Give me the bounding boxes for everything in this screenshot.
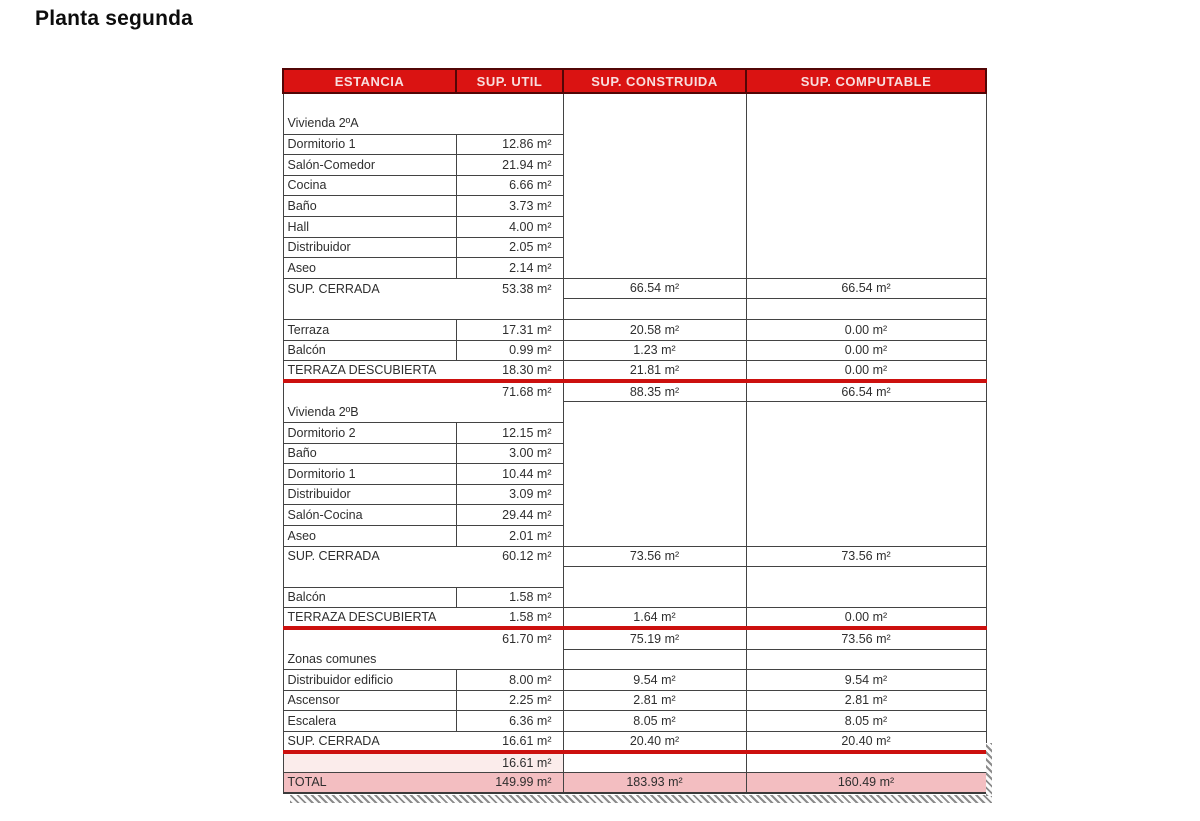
sup-computable-value	[746, 505, 986, 526]
sup-util-value	[456, 402, 563, 423]
sup-util-value: 4.00 m²	[456, 217, 563, 238]
sup-construida-value	[563, 175, 746, 196]
table-row	[283, 402, 986, 423]
sup-util-value: 29.44 m²	[456, 505, 563, 526]
sup-util-value	[456, 299, 563, 320]
sup-util-value: 0.99 m²	[456, 340, 563, 361]
row-label: Cocina	[283, 175, 456, 196]
sup-util-value: 71.68 m²	[456, 381, 563, 402]
row-label	[283, 628, 456, 649]
row-label: Dormitorio 1	[283, 134, 456, 155]
sup-computable-value: 0.00 m²	[746, 361, 986, 382]
row-label	[283, 93, 456, 114]
sup-computable-value	[746, 525, 986, 546]
sup-computable-value	[746, 464, 986, 485]
sup-computable-value	[746, 237, 986, 258]
row-label: Balcón	[283, 340, 456, 361]
sup-computable-value: 9.54 m²	[746, 670, 986, 691]
table-row	[283, 237, 986, 258]
sup-computable-value: 66.54 m²	[746, 381, 986, 402]
table-row	[283, 299, 986, 320]
sup-util-value	[456, 567, 563, 588]
sup-construida-value: 1.64 m²	[563, 608, 746, 629]
row-label: Vivienda 2ºA	[283, 114, 456, 135]
sup-construida-value	[563, 258, 746, 279]
sup-util-value: 3.73 m²	[456, 196, 563, 217]
table-row	[283, 752, 986, 773]
table-row	[283, 464, 986, 485]
table-row	[283, 525, 986, 546]
sup-construida-value	[563, 237, 746, 258]
table-row	[283, 628, 986, 649]
row-label: TERRAZA DESCUBIERTA	[283, 608, 456, 629]
table-row	[283, 587, 986, 608]
table-body	[283, 93, 986, 793]
sup-computable-value	[746, 258, 986, 279]
sup-computable-value	[746, 567, 986, 588]
sup-computable-value	[746, 299, 986, 320]
scan-shadow-bottom	[290, 795, 992, 803]
sup-util-value: 149.99 m²	[456, 773, 563, 794]
sup-util-value	[456, 114, 563, 135]
sup-construida-value	[563, 505, 746, 526]
sup-construida-value: 88.35 m²	[563, 381, 746, 402]
sup-computable-value: 0.00 m²	[746, 608, 986, 629]
row-label: SUP. CERRADA	[283, 546, 456, 567]
sup-util-value: 3.00 m²	[456, 443, 563, 464]
sup-construida-value: 66.54 m²	[563, 278, 746, 299]
scan-shadow-right	[986, 743, 992, 796]
sup-computable-value: 8.05 m²	[746, 711, 986, 732]
row-label: Salón-Comedor	[283, 155, 456, 176]
sup-computable-value	[746, 443, 986, 464]
sup-construida-value	[563, 134, 746, 155]
table-row	[283, 484, 986, 505]
table-row	[283, 773, 986, 794]
sup-util-value: 2.14 m²	[456, 258, 563, 279]
table-row	[283, 175, 986, 196]
row-label: Aseo	[283, 525, 456, 546]
sup-construida-value	[563, 299, 746, 320]
areas-table	[282, 68, 987, 794]
sup-util-value: 1.58 m²	[456, 587, 563, 608]
sup-util-value: 1.58 m²	[456, 608, 563, 629]
table-row	[283, 114, 986, 135]
sup-construida-value: 1.23 m²	[563, 340, 746, 361]
row-label	[283, 567, 456, 588]
table-row	[283, 320, 986, 341]
table-row	[283, 443, 986, 464]
row-label: Terraza	[283, 320, 456, 341]
row-label: Escalera	[283, 711, 456, 732]
sup-util-value: 12.15 m²	[456, 423, 563, 444]
sup-construida-value: 8.05 m²	[563, 711, 746, 732]
table-row	[283, 381, 986, 402]
table-row	[283, 670, 986, 691]
table-row	[283, 423, 986, 444]
sup-computable-value: 2.81 m²	[746, 690, 986, 711]
sup-util-value: 53.38 m²	[456, 278, 563, 299]
table-row	[283, 361, 986, 382]
sup-util-value: 3.09 m²	[456, 484, 563, 505]
sup-util-value: 21.94 m²	[456, 155, 563, 176]
sup-util-value: 2.01 m²	[456, 525, 563, 546]
row-label: Baño	[283, 443, 456, 464]
row-label: Distribuidor edificio	[283, 670, 456, 691]
sup-construida-value: 20.58 m²	[563, 320, 746, 341]
sup-util-value: 61.70 m²	[456, 628, 563, 649]
row-label: Aseo	[283, 258, 456, 279]
table-row	[283, 567, 986, 588]
sup-computable-value	[746, 587, 986, 608]
sup-computable-value	[746, 649, 986, 670]
table-row	[283, 690, 986, 711]
sup-construida-value	[563, 464, 746, 485]
sup-construida-value: 21.81 m²	[563, 361, 746, 382]
row-label	[283, 299, 456, 320]
table-row	[283, 258, 986, 279]
sup-construida-value: 183.93 m²	[563, 773, 746, 794]
sup-construida-value	[563, 525, 746, 546]
table-header-row	[283, 69, 986, 93]
row-label: Distribuidor	[283, 484, 456, 505]
table-row	[283, 217, 986, 238]
sup-computable-value: 66.54 m²	[746, 278, 986, 299]
sup-construida-value	[563, 196, 746, 217]
sup-computable-value	[746, 93, 986, 114]
sup-construida-value: 20.40 m²	[563, 731, 746, 752]
table-row	[283, 711, 986, 732]
table-row	[283, 155, 986, 176]
row-label: TERRAZA DESCUBIERTA	[283, 361, 456, 382]
sup-computable-value	[746, 402, 986, 423]
sup-util-value: 16.61 m²	[456, 752, 563, 773]
table-row	[283, 731, 986, 752]
row-label: Salón-Cocina	[283, 505, 456, 526]
sup-construida-value: 75.19 m²	[563, 628, 746, 649]
table-row	[283, 546, 986, 567]
row-label: Hall	[283, 217, 456, 238]
sup-construida-value: 73.56 m²	[563, 546, 746, 567]
row-label	[283, 381, 456, 402]
sup-construida-value	[563, 484, 746, 505]
table-row	[283, 134, 986, 155]
column-header: ESTANCIA	[283, 69, 456, 93]
column-header: SUP. UTIL	[456, 69, 563, 93]
row-label: Ascensor	[283, 690, 456, 711]
sup-util-value	[456, 93, 563, 114]
row-label: Balcón	[283, 587, 456, 608]
column-header: SUP. COMPUTABLE	[746, 69, 986, 93]
sup-computable-value	[746, 114, 986, 135]
row-label: TOTAL	[283, 773, 456, 794]
row-label: SUP. CERRADA	[283, 731, 456, 752]
sup-util-value: 60.12 m²	[456, 546, 563, 567]
sup-computable-value: 20.40 m²	[746, 731, 986, 752]
row-label: Vivienda 2ºB	[283, 402, 456, 423]
sup-construida-value	[563, 114, 746, 135]
table-row	[283, 649, 986, 670]
table-row	[283, 93, 986, 114]
sup-util-value: 10.44 m²	[456, 464, 563, 485]
sup-util-value: 2.05 m²	[456, 237, 563, 258]
sup-construida-value	[563, 402, 746, 423]
sup-computable-value: 73.56 m²	[746, 628, 986, 649]
sup-construida-value	[563, 155, 746, 176]
table-row	[283, 278, 986, 299]
sup-computable-value	[746, 484, 986, 505]
sup-util-value: 8.00 m²	[456, 670, 563, 691]
sup-util-value: 12.86 m²	[456, 134, 563, 155]
sup-computable-value	[746, 155, 986, 176]
sup-computable-value	[746, 134, 986, 155]
sup-util-value: 6.66 m²	[456, 175, 563, 196]
table-row	[283, 196, 986, 217]
sup-construida-value	[563, 93, 746, 114]
sup-construida-value	[563, 217, 746, 238]
row-label: Dormitorio 1	[283, 464, 456, 485]
table-row	[283, 505, 986, 526]
sup-util-value: 16.61 m²	[456, 731, 563, 752]
areas-table-grid	[282, 68, 987, 794]
sup-computable-value	[746, 196, 986, 217]
page-title: Planta segunda	[35, 7, 194, 30]
row-label: Baño	[283, 196, 456, 217]
sup-computable-value	[746, 217, 986, 238]
sup-util-value: 6.36 m²	[456, 711, 563, 732]
sup-computable-value: 73.56 m²	[746, 546, 986, 567]
row-label	[283, 752, 456, 773]
table-row	[283, 608, 986, 629]
sup-computable-value	[746, 752, 986, 773]
sup-construida-value: 9.54 m²	[563, 670, 746, 691]
sup-util-value: 17.31 m²	[456, 320, 563, 341]
sup-construida-value	[563, 423, 746, 444]
sup-util-value	[456, 649, 563, 670]
sup-computable-value: 0.00 m²	[746, 340, 986, 361]
row-label: Zonas comunes	[283, 649, 456, 670]
sup-construida-value	[563, 443, 746, 464]
sup-construida-value	[563, 587, 746, 608]
sup-util-value: 18.30 m²	[456, 361, 563, 382]
row-label: Dormitorio 2	[283, 423, 456, 444]
row-label: Distribuidor	[283, 237, 456, 258]
column-header: SUP. CONSTRUIDA	[563, 69, 746, 93]
sup-computable-value: 160.49 m²	[746, 773, 986, 794]
sup-computable-value: 0.00 m²	[746, 320, 986, 341]
sup-computable-value	[746, 175, 986, 196]
sup-util-value: 2.25 m²	[456, 690, 563, 711]
sup-computable-value	[746, 423, 986, 444]
sup-construida-value	[563, 649, 746, 670]
sup-construida-value: 2.81 m²	[563, 690, 746, 711]
sup-construida-value	[563, 752, 746, 773]
sup-construida-value	[563, 567, 746, 588]
row-label: SUP. CERRADA	[283, 278, 456, 299]
table-row	[283, 340, 986, 361]
